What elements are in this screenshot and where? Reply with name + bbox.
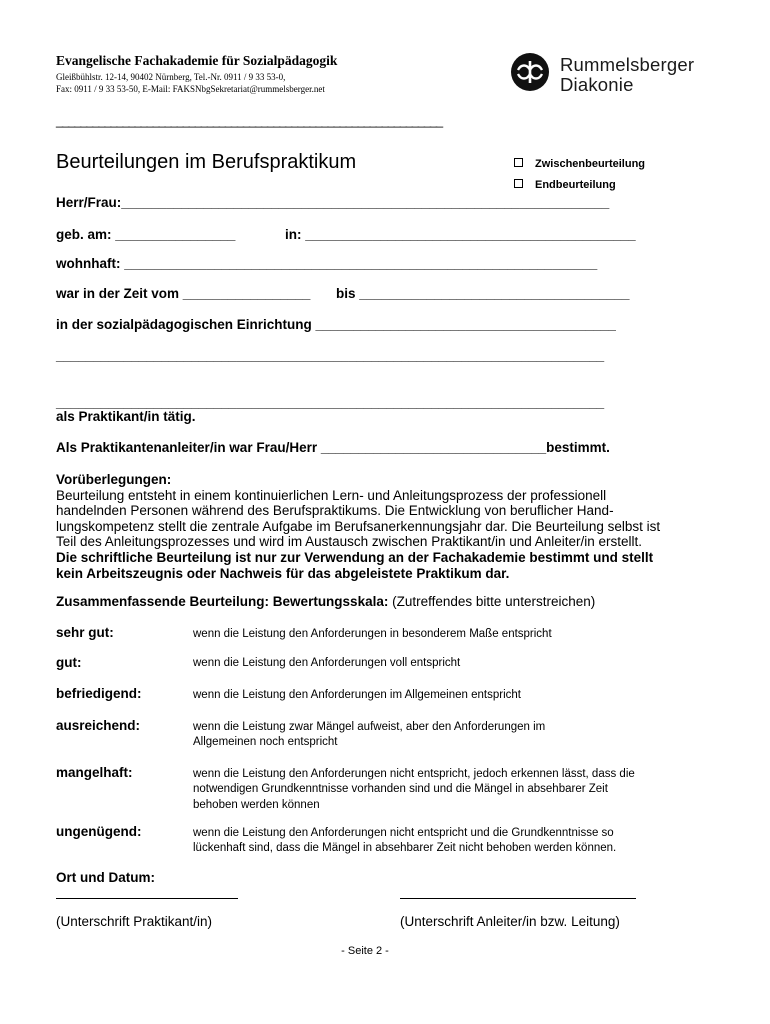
ort-datum-label: Ort und Datum: [56, 870, 155, 885]
grade-description [193, 627, 552, 642]
preface-line: Beurteilung entsteht in einem kontinuierlichen Lern- und Anleitungsprozess der professionell [56, 487, 607, 503]
grade-description-line: wenn die Leistung den Anforderungen in besonderem Maße entspricht [193, 628, 552, 640]
scale-note: (Zutreffendes bitte unterstreichen) [392, 594, 596, 609]
field-zeit-bis[interactable]: bis ____________________________________ [336, 286, 630, 301]
grade-description-line: wenn die Leistung den Anforderungen nicht entspricht und die Grundkenntnisse so [193, 827, 614, 839]
field-einrichtung[interactable]: in der sozialpädagogischen Einrichtung ________________________________________ [56, 317, 616, 332]
signature-line-mentor[interactable] [400, 898, 636, 899]
grade-description-line: wenn die Leistung zwar Mängel aufweist, aber den Anforderungen im [193, 721, 546, 733]
checkbox-icon[interactable] [514, 158, 523, 167]
field-geb-am[interactable]: geb. am: ________________ [56, 227, 236, 242]
grade-label: sehr gut: [56, 625, 114, 640]
field-einrichtung-line2[interactable]: _________________________________________________________________________ [56, 348, 605, 363]
field-geburtsort[interactable]: in: ____________________________________________ [285, 227, 636, 242]
taetig-text: als Praktikant/in tätig. [56, 409, 196, 424]
signature-label-mentor: (Unterschrift Anleiter/in bzw. Leitung) [400, 914, 620, 929]
option-interim[interactable] [514, 158, 645, 170]
grade-label: mangelhaft: [56, 765, 133, 780]
rummelsberger-logo-icon [510, 52, 550, 92]
option-final[interactable] [514, 179, 616, 191]
signature-line-student[interactable] [56, 898, 238, 899]
grade-label: ungenügend: [56, 824, 142, 839]
logo-text-line2: Diakonie [560, 74, 634, 95]
field-zeit-von[interactable]: war in der Zeit vom _________________ [56, 286, 311, 301]
grade-description-line: behoben werden können [193, 798, 320, 811]
grade-description-line: wenn die Leistung den Anforderungen im Allgemeinen entspricht [193, 689, 521, 701]
field-anleiter[interactable]: Als Praktikantenanleiter/in war Frau/Herr ______________________________bestimmt. [56, 440, 610, 455]
grade-description-line: Allgemeinen noch entspricht [193, 736, 338, 749]
contact-line: Fax: 0911 / 9 33 53-50, E-Mail: FAKSNbgSekretariat@rummelsberger.net [56, 84, 325, 94]
field-wohnhaft[interactable]: wohnhaft: _______________________________________________________________ [56, 256, 598, 271]
scale-heading: Zusammenfassende Beurteilung: Bewertungsskala: [56, 594, 389, 609]
signature-label-student: (Unterschrift Praktikant/in) [56, 914, 213, 929]
grade-description [193, 826, 616, 857]
grade-description-line: lückenhaft sind, dass die Mängel in absehbarer Zeit nicht behoben werden können. [193, 842, 617, 855]
document-title: Beurteilungen im Berufspraktikum [56, 151, 357, 173]
page-number: - Seite 2 - [341, 945, 389, 957]
grade-description [193, 688, 521, 703]
field-herr-frau[interactable]: Herr/Frau:_________________________________________________________________ [56, 195, 610, 210]
option-interim-label: Zwischenbeurteilung [535, 158, 646, 170]
grade-label: befriedigend: [56, 686, 142, 701]
preface-line: lungskompetenz stellt die zentrale Aufgabe im Berufsanerkennungsjahr dar. Die Beurteilung selbst ist [56, 518, 661, 534]
preface-section [56, 472, 676, 581]
option-final-label: Endbeurteilung [535, 179, 616, 191]
logo-text-line1: Rummelsberger [560, 54, 695, 75]
field-einrichtung-line3[interactable]: _________________________________________________________________________ [56, 395, 605, 410]
preface-bold-line: Die schriftliche Beurteilung ist nur zur Verwendung an der Fachakademie bestimmt und stellt [56, 549, 654, 565]
scale-heading-row [56, 594, 595, 609]
grade-label: ausreichend: [56, 718, 141, 733]
preface-line: Teil des Anleitungsprozesses und wird im Austausch zwischen Praktikant/in und Anleiter/in erstellt. [56, 534, 643, 550]
preface-line: handelnden Personen während des Berufspraktikums. Die Entwicklung von beruflicher Hand- [56, 503, 614, 519]
grade-description [193, 656, 460, 671]
grade-description-line: wenn die Leistung den Anforderungen voll entspricht [193, 657, 461, 669]
preface-heading: Vorüberlegungen: [56, 472, 172, 487]
grade-description [193, 720, 545, 751]
grade-description-line: notwendigen Grundkenntnisse vorhanden sind und die Mängel in absehbarer Zeit [193, 783, 608, 796]
grade-description [193, 767, 635, 813]
address-line: Gleißbühlstr. 12-14, 90402 Nürnberg, Tel.-Nr. 0911 / 9 33 53-0, [56, 72, 286, 82]
checkbox-icon[interactable] [514, 179, 523, 188]
grade-description-line: wenn die Leistung den Anforderungen nicht entspricht, jedoch erkennen lässt, dass die [193, 768, 635, 780]
grade-label: gut: [56, 655, 82, 670]
header-separator: ________________________________________________________________ [56, 113, 442, 128]
institution-name: Evangelische Fachakademie für Sozialpädagogik [56, 53, 338, 68]
preface-bold-line: kein Arbeitszeugnis oder Nachweis für das abgeleistete Praktikum dar. [56, 565, 510, 581]
